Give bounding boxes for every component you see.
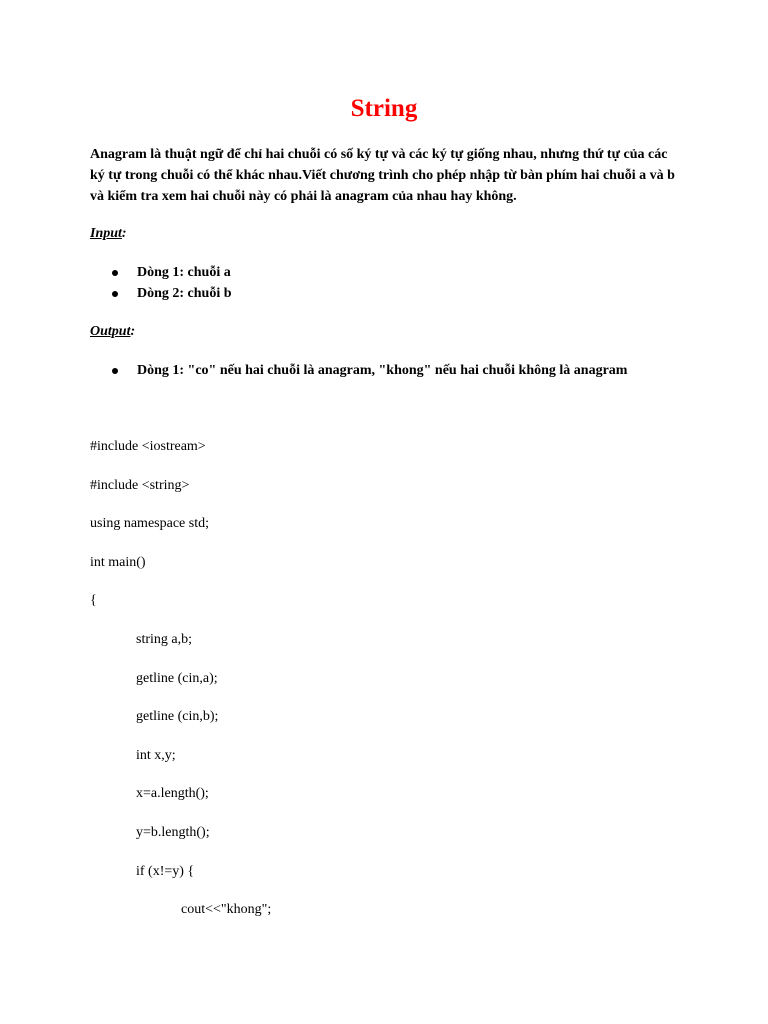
list-item: Dòng 1: "co" nếu hai chuỗi là anagram, "khong" nếu hai chuỗi không là anagram [90,360,627,381]
code-line: getline (cin,b); [136,709,219,725]
code-block [90,437,271,939]
code-line: using namespace std; [90,516,209,532]
output-list [90,360,627,381]
problem-description: Anagram là thuật ngữ để chỉ hai chuỗi có số ký tự và các ký tự giống nhau, nhưng thứ tự của các ký tự trong chuỗi có thể khác nhau.Viết chương trình cho phép nhập từ bàn phím hai chuỗi a và b và kiểm tra xem hai chuỗi này có phải là anagram của nhau hay không. [90,147,675,204]
code-line: getline (cin,a); [136,670,218,686]
code-line: string a,b; [136,631,192,647]
code-line: #include <iostream> [90,439,206,454]
code-line: { [90,593,97,609]
code-line: int x,y; [136,747,176,763]
code-line: y=b.length(); [136,824,210,840]
code-line: cout<<"khong"; [181,902,272,918]
input-list [90,262,232,304]
document-title: String [350,95,418,122]
code-line: x=a.length(); [136,786,209,802]
output-heading [90,322,135,342]
output-label: Output [90,324,131,339]
input-label: Input [90,226,122,241]
list-item: Dòng 2: chuỗi b [90,283,232,304]
input-colon: : [121,226,127,241]
code-line: #include <string> [90,477,190,493]
output-colon: : [130,324,136,339]
code-line: if (x!=y) { [136,863,195,879]
input-heading [90,224,127,244]
code-line: int main() [90,554,146,570]
list-item: Dòng 1: chuỗi a [90,262,232,283]
